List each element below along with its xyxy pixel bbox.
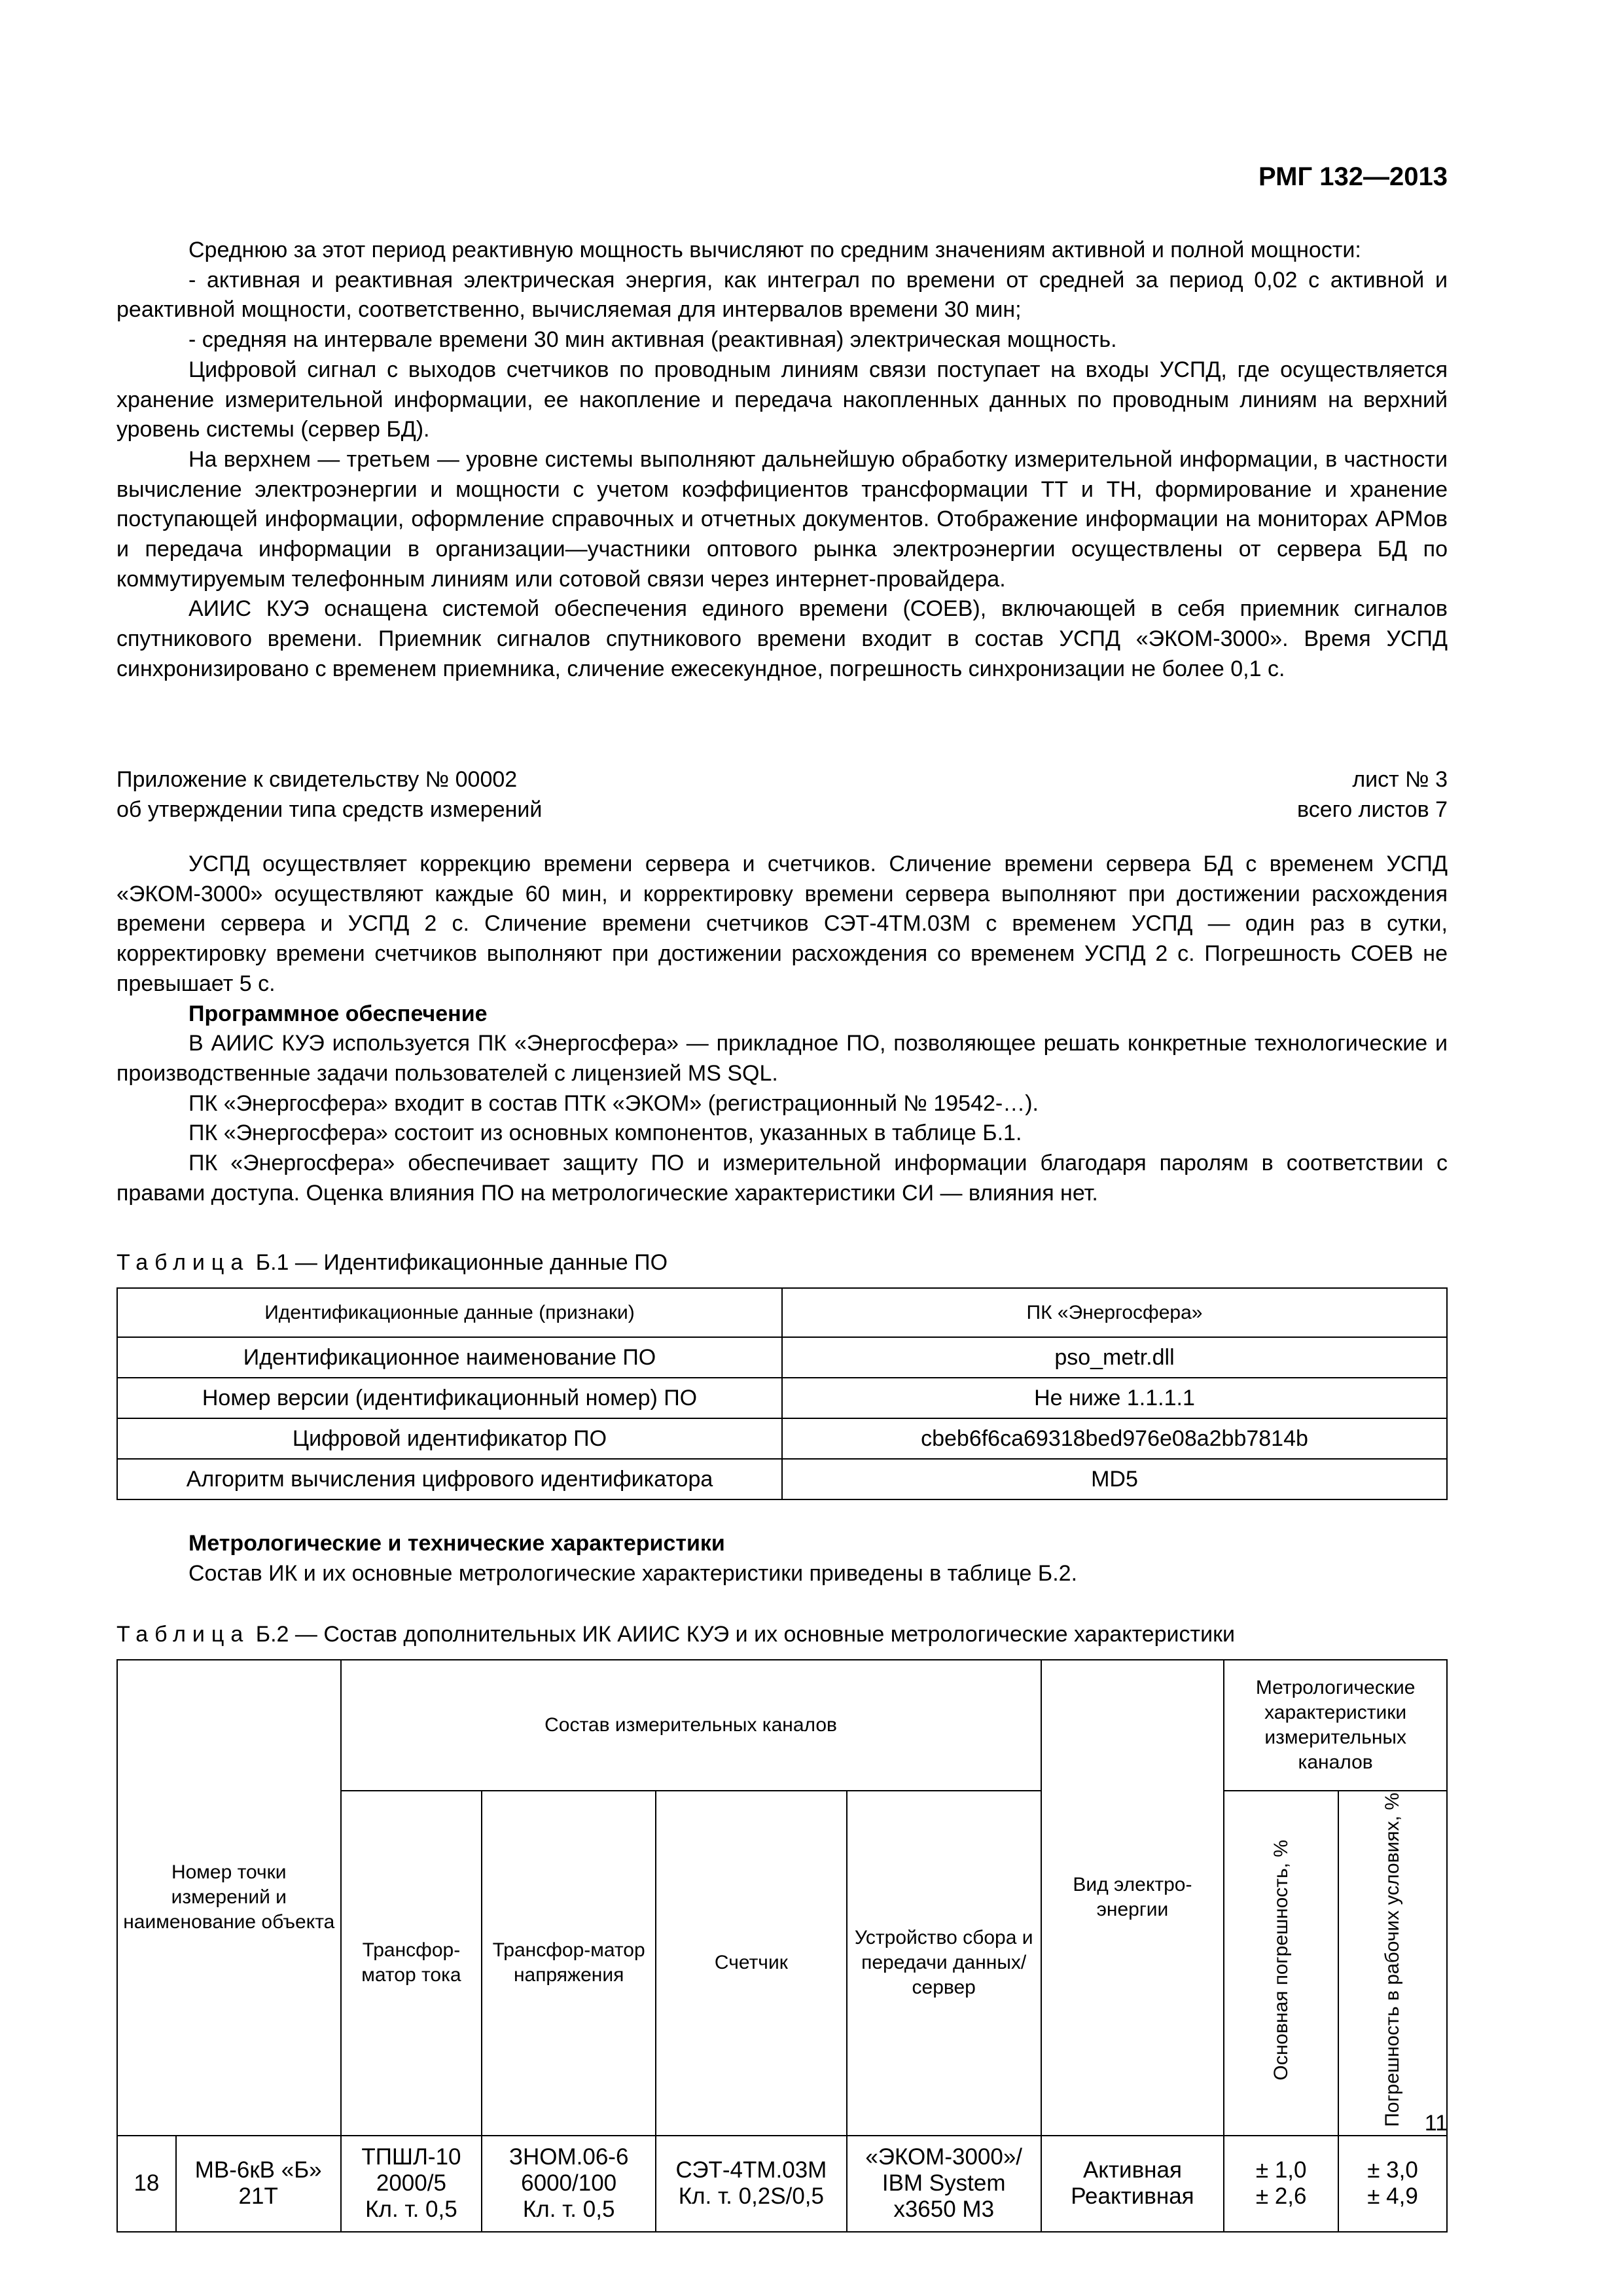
header-work-error-cell [1338, 1791, 1447, 2136]
table-measuring-channels [116, 1659, 1448, 2233]
annex-note [116, 764, 1448, 825]
cell-line: IBM System [882, 2170, 1006, 2197]
cell-line: Кл. т. 0,5 [522, 2197, 615, 2223]
table-cell: MD5 [782, 1459, 1447, 1499]
table1-caption [116, 1250, 668, 1276]
cell-line: Активная [1082, 2157, 1182, 2183]
paragraph: Состав ИК и их основные метрологические характеристики приведены в таблице Б.2. [188, 1560, 1078, 1586]
paragraph: - активная и реактивная электрическая энергия, как интеграл по времени от средней за период 0,02 с активной и реактивной мощности, соответственно, вычисляемая для интервалов времени 30 мин; [116, 267, 1448, 323]
cell-line: ± 1,0 [1255, 2157, 1307, 2183]
paragraph: Цифровой сигнал с выходов счетчиков по проводным линиям связи поступает на входы УСПД, где осуществляется хранение измерительной информации, ее накопление и передача накопленных данных по проводным линиям на верхний уровень системы (сервер БД). [116, 357, 1448, 442]
cell-line: Кл. т. 0,5 [365, 2197, 457, 2223]
table-row [117, 1418, 1447, 1459]
table2-caption-prefix: Таблица [116, 1622, 250, 1647]
table-cell: Цифровой идентификатор ПО [117, 1418, 782, 1459]
cell-line: Кл. т. 0,2S/0,5 [678, 2183, 824, 2210]
paragraph: УСПД осуществляет коррекцию времени сервера и счетчиков. Сличение времени сервера БД с временем УСПД «ЭКОМ-3000» осуществляют каждые 60 мин, и корректировку времени сервера выполняют при достижении расхождения времени сервера и УСПД 2 с. Сличение времени счетчиков СЭТ-4ТМ.03М с временем УСПД — один раз в сутки, корректировку времени счетчиков выполняют при достижении расхождения со временем УСПД 2 с. Погрешность СОЕВ не превышает 5 с. [116, 852, 1448, 996]
text-block-3 [116, 1529, 1448, 1588]
section-heading-metrology: Метрологические и технические характеристики [188, 1531, 725, 1556]
header-voltage-transformer: Трансфор-матор напряжения [482, 1791, 656, 2136]
paragraph: ПК «Энергосфера» состоит из основных компонентов, указанных в таблице Б.1. [188, 1121, 1022, 1146]
table-header-cell: Идентификационные данные (признаки) [117, 1288, 782, 1337]
cell-point-number: 18 [117, 2136, 176, 2232]
header-work-error: Погрешность в рабочих условиях, % [1382, 1793, 1404, 2127]
paragraph: В АИИС КУЭ используется ПК «Энергосфера» — прикладное ПО, позволяющее решать конкретные технологические и производственные задачи пользователей с лицензией MS SQL. [116, 1031, 1448, 1086]
header-point-number: Номер точки измерений и наименование объекта [117, 1660, 341, 2136]
cell-meter [656, 2136, 847, 2232]
table-cell: Не ниже 1.1.1.1 [782, 1378, 1447, 1418]
cell-current-transformer [341, 2136, 482, 2232]
annex-left-1: Приложение к свидетельству № 00002 [116, 767, 518, 792]
header-channel-composition: Состав измерительных каналов [341, 1660, 1041, 1791]
cell-voltage-transformer [482, 2136, 656, 2232]
table-header-row [117, 1660, 1447, 1791]
table1-caption-text: Б.1 — Идентификационные данные ПО [255, 1250, 668, 1275]
section-heading-software: Программное обеспечение [188, 1001, 488, 1026]
document-code: РМГ 132—2013 [1258, 162, 1448, 191]
paragraph: ПК «Энергосфера» входит в состав ПТК «ЭКОМ» (регистрационный № 19542-…). [188, 1090, 1039, 1116]
annex-right-2: всего листов 7 [1297, 797, 1448, 822]
header-basic-error-cell [1224, 1791, 1338, 2136]
header-metrology: Метрологические характеристики измерительных каналов [1224, 1660, 1447, 1791]
annex-left-2: об утверждении типа средств измерений [116, 797, 543, 822]
cell-line: ЗНОМ.06-6 [508, 2144, 629, 2170]
cell-line: ± 2,6 [1255, 2183, 1307, 2210]
page-number: 11 [1424, 2111, 1448, 2136]
cell-line: Реактивная [1071, 2183, 1194, 2210]
header-basic-error: Основная погрешность, % [1270, 1839, 1292, 2081]
paragraph: АИИС КУЭ оснащена системой обеспечения единого времени (СОЕВ), включающей в себя приемник сигналов спутникового времени. Приемник сигналов спутникового времени входит в состав УСПД «ЭКОМ-3000». Время УСПД синхронизировано с временем приемника, сличение ежесекундное, погрешность синхронизации не более 0,1 с. [116, 596, 1448, 681]
cell-line: СЭТ-4ТМ.03М [675, 2157, 827, 2183]
cell-line: «ЭКОМ-3000»/ [865, 2144, 1023, 2170]
table-row [117, 2136, 1447, 2232]
table-software-identification [116, 1287, 1448, 1500]
table2-caption [116, 1622, 1235, 1647]
cell-object-name [176, 2136, 341, 2232]
cell-line: 21Т [238, 2183, 278, 2210]
cell-line: 6000/100 [521, 2170, 617, 2197]
table-row [117, 1337, 1447, 1378]
text-block-2 [116, 850, 1448, 1208]
table-cell: Номер версии (идентификационный номер) ПО [117, 1378, 782, 1418]
cell-line: ТПШЛ-10 [361, 2144, 461, 2170]
cell-energy-type [1041, 2136, 1224, 2232]
annex-right-1: лист № 3 [1352, 767, 1448, 792]
table-cell: Идентификационное наименование ПО [117, 1337, 782, 1378]
table-cell: cbeb6f6ca69318bed976e08a2bb7814b [782, 1418, 1447, 1459]
table1-caption-prefix: Таблица [116, 1250, 250, 1275]
table-header-cell: ПК «Энергосфера» [782, 1288, 1447, 1337]
cell-work-error [1338, 2136, 1447, 2232]
cell-basic-error [1224, 2136, 1338, 2232]
table-row [117, 1378, 1447, 1418]
header-current-transformer: Трансфор-матор тока [341, 1791, 482, 2136]
table-row [117, 1459, 1447, 1499]
cell-line: ± 3,0 [1367, 2157, 1418, 2183]
paragraph: - средняя на интервале времени 30 мин активная (реактивная) электрическая мощность. [188, 327, 1117, 353]
cell-line: ± 4,9 [1367, 2183, 1418, 2210]
cell-line: МВ-6кВ «Б» [194, 2157, 322, 2183]
table-cell: pso_metr.dll [782, 1337, 1447, 1378]
text-block-1 [116, 236, 1448, 685]
paragraph: ПК «Энергосфера» обеспечивает защиту ПО и измерительной информации благодаря паролям в соответствии с правами доступа. Оценка влияния ПО на метрологические характеристики СИ — влияния нет. [116, 1151, 1448, 1206]
header-energy-type: Вид электро-энергии [1041, 1660, 1224, 2136]
table-cell: Алгоритм вычисления цифрового идентификатора [117, 1459, 782, 1499]
table2-caption-text: Б.2 — Состав дополнительных ИК АИИС КУЭ и их основные метрологические характеристики [255, 1622, 1235, 1647]
cell-data-device [847, 2136, 1041, 2232]
cell-line: x3650 M3 [893, 2197, 995, 2223]
cell-line: 2000/5 [376, 2170, 446, 2197]
header-data-device: Устройство сбора и передачи данных/сервер [847, 1791, 1041, 2136]
table-header-row [117, 1288, 1447, 1337]
header-meter: Счетчик [656, 1791, 847, 2136]
paragraph: Среднюю за этот период реактивную мощность вычисляют по средним значениям активной и полной мощности: [188, 238, 1361, 262]
paragraph: На верхнем — третьем — уровне системы выполняют дальнейшую обработку измерительной информации, в частности вычисление электроэнергии и мощности с учетом коэффициентов трансформации ТТ и ТН, формирование и хранение поступающей информации, оформление справочных и отчетных документов. Отображение информации на мониторах АРМов и передача информации в организации—участники оптового рынка электроэнергии осуществлены от сервера БД по коммутируемым телефонным линиям или сотовой связи через интернет-провайдера. [116, 446, 1448, 592]
